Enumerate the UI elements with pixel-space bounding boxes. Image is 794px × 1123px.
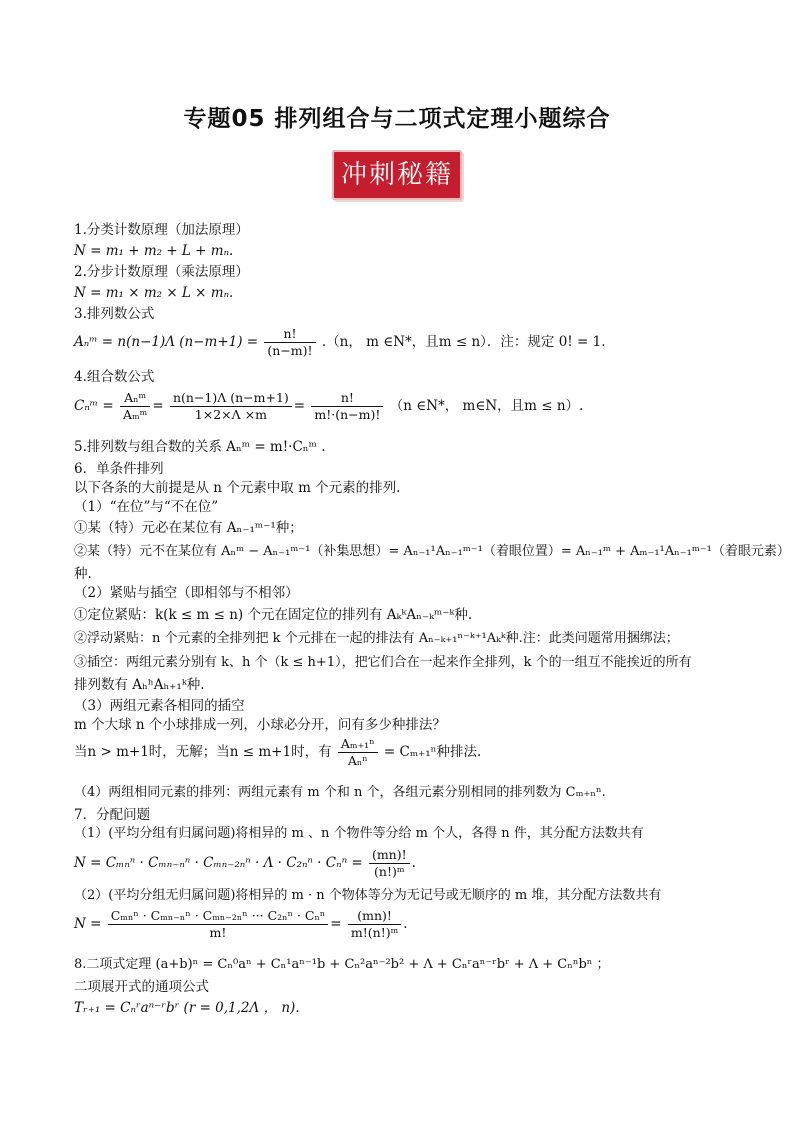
numerator: (mn)!	[369, 847, 410, 864]
line-1: 1.分类计数原理（加法原理）	[74, 222, 249, 238]
line-18: ②浮动紧贴：n 个元素的全排列把 k 个元排在一起的排法有 Aₙ₋ₖ₊₁ⁿ⁻ᵏ⁺¹Aₖᵏ种.注：此类问题常用捆绑法；	[74, 631, 679, 646]
line-28: （2）(平均分组无归属问题)将相异的 m · n 个物体等分为无记号或无顺序的 m 堆，其分配方法数共有	[74, 888, 662, 903]
fraction	[311, 390, 383, 423]
line-21: （3）两组元素各相同的插空	[74, 698, 245, 714]
line-27	[74, 847, 416, 880]
fraction	[369, 847, 410, 880]
line-17: ①定位紧贴：k(k ≤ m ≤ n) 个元在固定位的排列有 AₖᵏAₙ₋ₖᵐ⁻ᵏ种.	[74, 607, 473, 623]
denominator: (n!)ᵐ	[374, 864, 405, 879]
line-15: 种.	[74, 566, 92, 582]
line-3: 2.分步计数原理（乘法原理）	[74, 264, 249, 280]
line-29: N = $\frac{\text{Cₘₙⁿ · Cₘₙ₋ₙⁿ · Cₘₙ₋₂ₙⁿ ··· C₂ₙⁿ · Cₙⁿ}}{m!}$ = $\frac{(mn)!}{\text{m!(n!)ᵐ}}$ .	[74, 908, 408, 940]
line-13: ①某（特）元必在某位有 Aₙ₋₁ᵐ⁻¹种；	[74, 520, 303, 536]
numerator: n(n−1)Λ (n−m+1)	[170, 390, 292, 407]
denominator: m!(n!)ᵐ	[350, 925, 399, 940]
line-32: Tᵣ₊₁ = Cₙʳaⁿ⁻ʳbʳ (r = 0,1,2Λ ， n).	[74, 1000, 300, 1016]
line-4: N = m₁ × m₂ × L × mₙ.	[74, 285, 234, 301]
formula-part: .（n， m ∈N*，且m ≤ n）．注：规定 0! = 1.	[321, 334, 606, 350]
denominator: m!·(n−m)!	[314, 407, 381, 422]
denominator: m!	[209, 925, 227, 940]
fraction	[264, 326, 315, 359]
line-31: 二项展开式的通项公式	[74, 979, 209, 995]
formula-part: N = Cₘₙⁿ · Cₘₙ₋ₙⁿ · Cₘₙ₋₂ₙⁿ · Λ · C₂ₙⁿ · Cₙⁿ =	[74, 855, 363, 871]
numerator: n!	[264, 326, 315, 343]
line-22: m 个大球 n 个小球排成一列，小球必分开，问有多少种排法？	[74, 717, 446, 733]
formula-part: Cₙᵐ =	[74, 398, 114, 414]
numerator: Aₙᵐ	[120, 390, 150, 407]
line-16: （2）紧贴与插空（即相邻与不相邻）	[74, 585, 299, 601]
denominator: Aₙⁿ	[347, 753, 368, 768]
line-12: （1）“在位”与“不在位”	[74, 499, 219, 515]
fraction	[170, 390, 292, 423]
line-30: 8.二项式定理 (a+b)ⁿ = Cₙ⁰aⁿ + Cₙ¹aⁿ⁻¹b + Cₙ²aⁿ⁻²b² + Λ + Cₙʳaⁿ⁻ʳbʳ + Λ + Cₙⁿbⁿ ；	[74, 957, 610, 972]
line-10: 6．单条件排列	[74, 461, 164, 477]
denominator: Aₘᵐ	[122, 407, 148, 422]
formula-part: N =	[74, 916, 102, 932]
period: .	[403, 916, 408, 932]
fraction	[108, 908, 329, 941]
line-23	[74, 736, 481, 769]
line-7: 4.组合数公式	[74, 369, 155, 385]
fraction	[120, 390, 150, 423]
fraction	[348, 908, 401, 941]
formula-part: = Cₘ₊₁ⁿ种排法.	[383, 744, 482, 760]
numerator: Aₘ₊₁ⁿ	[338, 736, 378, 753]
line-5: 3.排列数公式	[74, 306, 155, 322]
line-24: （4）两组相同元素的排列：两组元素有 m 个和 n 个，各组元素分别相同的排列数为 Cₘ₊ₙⁿ.	[74, 785, 606, 800]
line-26: （1）(平均分组有归属问题)将相异的 m 、n 个物件等分给 m 个人，各得 n 件，其分配方法数共有	[74, 826, 644, 841]
period: .	[411, 855, 416, 871]
formula-part: Aₙᵐ = n(n−1)Λ (n−m+1) =	[74, 334, 259, 350]
line-2: N = m₁ + m₂ + L + mₙ.	[74, 243, 234, 259]
page-title: 专题05 排列组合与二项式定理小题综合	[183, 106, 611, 132]
formula-part: （n ∈N*， m∈N，且m ≤ n）.	[389, 398, 584, 414]
formula-part: 当n > m+1时，无解；当n ≤ m+1时，有	[74, 744, 332, 760]
line-19: ③插空：两组元素分别有 k、h 个（k ≤ h+1），把它们合在一起来作全排列，k 个的一组互不能挨近的所有	[74, 655, 692, 670]
denominator: 1×2×Λ ×m	[194, 407, 267, 422]
line-20: 排列数有 AₕʰAₕ₊₁ᵏ种.	[74, 677, 205, 693]
line-8: Cₙᵐ = $\frac{\text{Aₙᵐ}}{\text{Aₘᵐ}}$ = $\frac{n(n-1)\Lambda (n-m+1)}{1\times 2\times\Lambda \times m}$ = $\frac{n!}{m!\cdot(n-m)!}$ （n ∈N*， m∈N，且m ≤ n）.	[74, 390, 584, 422]
stamp-badge	[332, 150, 462, 200]
stamp-label: 冲刺秘籍	[340, 160, 453, 190]
line-6	[74, 326, 606, 359]
line-25: 7．分配问题	[74, 807, 151, 823]
denominator: (n−m)!	[267, 343, 313, 358]
numerator: (mn)!	[348, 908, 401, 925]
line-9: 5.排列数与组合数的关系 Aₙᵐ = m!·Cₙᵐ .	[74, 439, 326, 455]
line-11: 以下各条的大前提是从 n 个元素中取 m 个元素的排列.	[74, 480, 401, 496]
numerator: Cₘₙⁿ · Cₘₙ₋ₙⁿ · Cₘₙ₋₂ₙⁿ ··· C₂ₙⁿ · Cₙⁿ	[108, 908, 329, 925]
line-14: ②某（特）元不在某位有 Aₙᵐ − Aₙ₋₁ᵐ⁻¹（补集思想）= Aₙ₋₁¹Aₙ₋₁ᵐ⁻¹（着眼位置）= Aₙ₋₁ᵐ + Aₘ₋₁¹Aₙ₋₁ᵐ⁻¹（着眼元素）	[74, 544, 790, 559]
fraction	[338, 736, 378, 769]
numerator: n!	[311, 390, 383, 407]
